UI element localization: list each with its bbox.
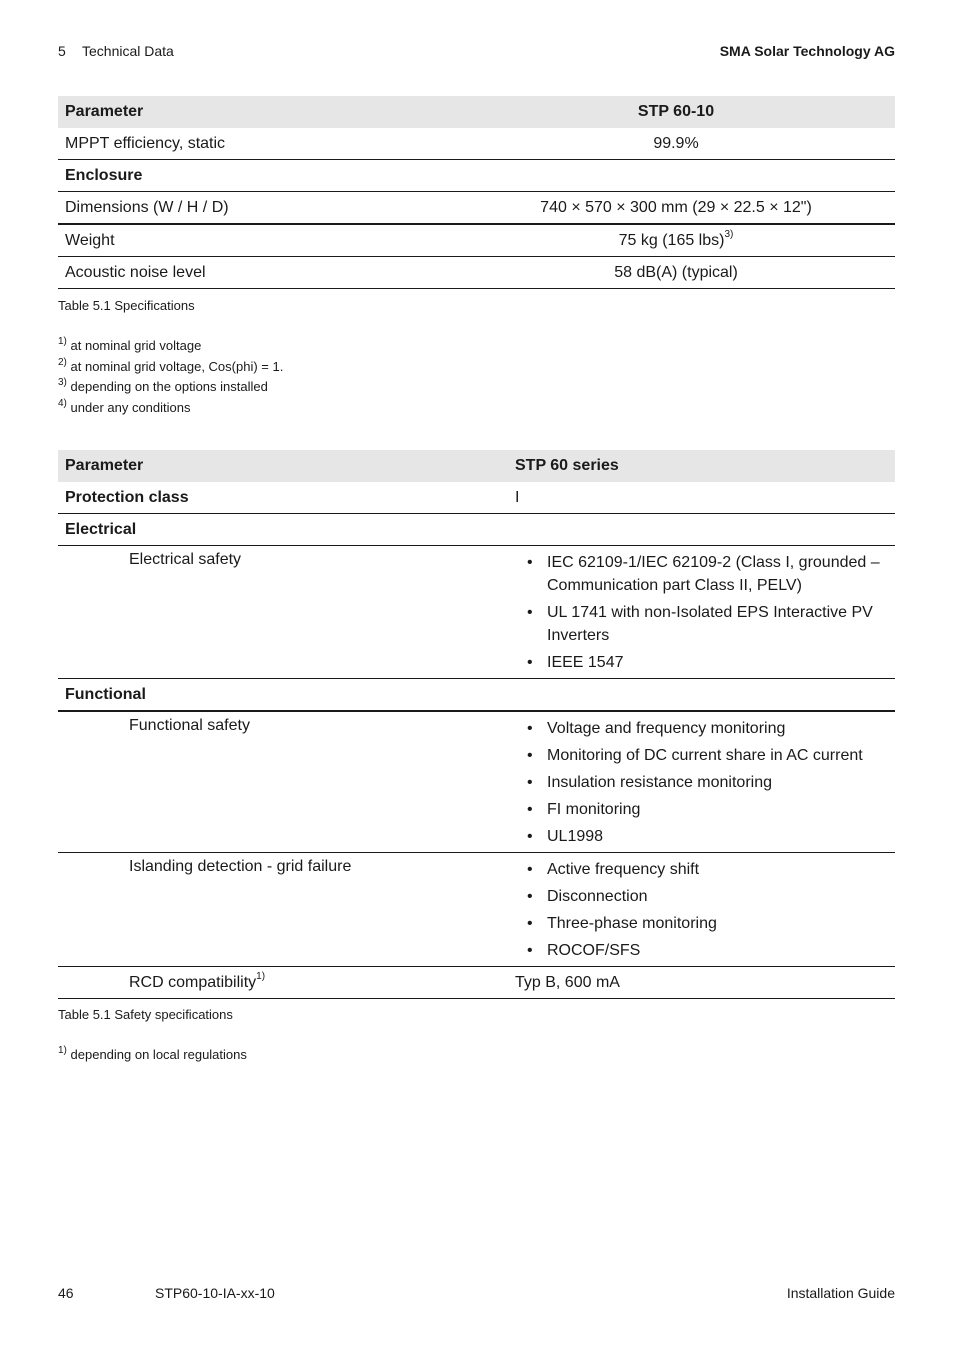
chapter-title: Technical Data: [82, 43, 174, 59]
value-cell: 740 × 570 × 300 mm (29 × 22.5 × 12"): [457, 192, 895, 225]
table-row: [58, 853, 895, 967]
page-number: 46: [58, 1285, 74, 1301]
list-item: • UL1998: [547, 825, 888, 848]
list-item: • Active frequency shift: [547, 858, 888, 881]
footnote: $^{4)}$ under any conditions: [58, 397, 191, 415]
table-section-row: [58, 514, 895, 546]
footnote: $^{1)}$ at nominal grid voltage: [58, 335, 202, 353]
table-caption: Table 5.1 Safety specifications: [58, 1007, 233, 1022]
value-cell: [508, 546, 895, 679]
safety-specifications-table: [58, 450, 895, 999]
list-item: • Voltage and frequency monitoring: [547, 717, 888, 740]
footnote-ref: 1): [256, 971, 266, 983]
param-cell: Acoustic noise level: [58, 257, 457, 289]
list-item: • IEEE 1547: [547, 651, 888, 674]
table-header-cell: STP 60 series: [508, 450, 895, 482]
table-section-row: [58, 160, 895, 192]
footnote-ref: 3): [724, 229, 734, 241]
section-title: Electrical: [58, 514, 508, 546]
value-cell: Typ B, 600 mA: [508, 967, 895, 999]
footnote: $^{1)}$ depending on local regulations: [58, 1044, 247, 1062]
table-row: [58, 257, 895, 289]
param-cell: Electrical safety: [58, 546, 508, 679]
list-item: • IEC 62109-1/IEC 62109-2 (Class I, grounded – Communication part Class II, PELV): [547, 551, 888, 597]
table-row: [58, 224, 895, 257]
bullet-list: [515, 858, 888, 962]
value-cell: [508, 711, 895, 853]
table-header-cell: STP 60-10: [457, 96, 895, 128]
document-type: Installation Guide: [786, 1285, 895, 1301]
value-cell: 99.9%: [457, 128, 895, 160]
table-row: [58, 192, 895, 225]
table-row: [58, 967, 895, 999]
table-row: [58, 546, 895, 679]
param-cell: Functional safety: [58, 711, 508, 853]
param-cell: Islanding detection - grid failure: [58, 853, 508, 967]
running-header-company: SMA Solar Technology AG: [719, 43, 895, 59]
table-row: [58, 711, 895, 853]
table-header-cell: Parameter: [58, 450, 508, 482]
footnote: $^{2)}$ at nominal grid voltage, Cos(phi) = 1.: [58, 356, 284, 374]
param-cell: MPPT efficiency, static: [58, 128, 457, 160]
table-header-row: [58, 96, 895, 128]
value-cell: I: [508, 482, 895, 514]
table-section-row: [58, 679, 895, 712]
section-title: Enclosure: [58, 160, 457, 192]
document-id: STP60-10-IA-xx-10: [155, 1285, 275, 1301]
table-row: [58, 482, 895, 514]
table-header-cell: Parameter: [58, 96, 457, 128]
value-cell: 58 dB(A) (typical): [457, 257, 895, 289]
list-item: • FI monitoring: [547, 798, 888, 821]
bullet-list: [515, 551, 888, 674]
table-row: [58, 128, 895, 160]
table-caption: Table 5.1 Specifications: [58, 298, 195, 313]
list-item: • UL 1741 with non-Isolated EPS Interactive PV Inverters: [547, 601, 888, 647]
value-cell: [508, 853, 895, 967]
list-item: • Monitoring of DC current share in AC current: [547, 744, 888, 767]
section-title: Functional: [58, 679, 508, 712]
running-header-chapter: [58, 43, 174, 59]
list-item: • ROCOF/SFS: [547, 939, 888, 962]
param-cell: Dimensions (W / H / D): [58, 192, 457, 225]
bullet-list: [515, 717, 888, 848]
list-item: • Disconnection: [547, 885, 888, 908]
specifications-table: [58, 96, 895, 289]
list-item: • Three-phase monitoring: [547, 912, 888, 935]
value-cell: 75 kg (165 lbs)$^{3)}$: [457, 224, 895, 257]
list-item: • Insulation resistance monitoring: [547, 771, 888, 794]
chapter-number: 5: [58, 43, 66, 59]
table-header-row: [58, 450, 895, 482]
param-cell: Weight: [58, 224, 457, 257]
param-cell: Protection class: [58, 482, 508, 514]
param-cell: RCD compatibility$^{1)}$: [58, 967, 508, 999]
footnote: $^{3)}$ depending on the options installed: [58, 376, 268, 394]
